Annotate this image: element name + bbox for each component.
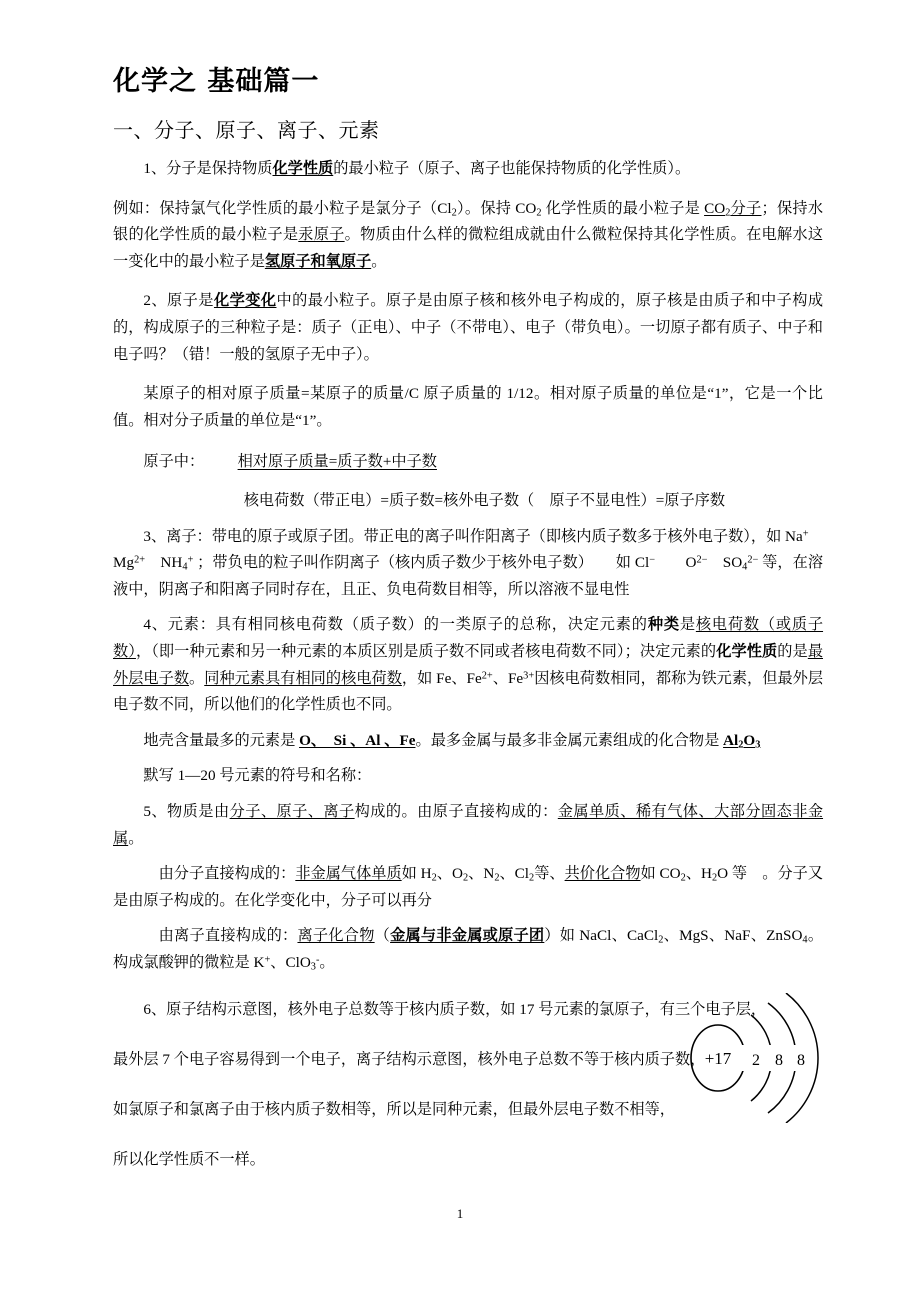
p6-a: 4、元素：具有相同核电荷数（质子数）的一类原子的总称，决定元素的: [143, 616, 648, 634]
p11-emphasis-metal-nonmetal: 金属与非金属或原子团: [390, 927, 545, 945]
p2-emphasis-hydrogen-oxygen: 氢原子和氧原子: [264, 252, 372, 270]
p6-h: 因核电荷数相同，都称为铁元素，但最外层电子数不同，所以他们的化学性质也不同。: [113, 669, 824, 714]
p5-sup-cl: −: [649, 554, 656, 566]
paragraph-ionic: [113, 914, 823, 976]
p5-sup-o: 2−: [696, 554, 708, 566]
p10-b: 如 H: [401, 865, 432, 883]
p5-sup-so4: 2−: [747, 554, 759, 566]
p5-c: NH: [145, 554, 183, 572]
p5-sub-nh4: 4: [182, 561, 188, 573]
p6-bold-type: 种类: [647, 616, 680, 634]
p3-b: 中的最小粒子。原子是由原子核和核外电子构成的，原子核是由质子和中子构成的，构成原子的三种粒子是：质子（正电）、中子（不带电）、电子（带负电）。一切原子都有质子、中子和电子吗？（错！一般的氢原子无中子）。: [113, 292, 824, 363]
p2-c: 化学性质的最小粒子是: [541, 199, 705, 217]
p2-underline-co2: [704, 200, 761, 217]
p10-sub-n2: 2: [494, 872, 500, 884]
paragraph-example: [113, 183, 823, 276]
p7-b: 。最多金属与最多非金属元素组成的化合物是: [415, 731, 724, 749]
p6-underline-charge: 核电荷数（或质子数）: [113, 616, 824, 660]
p9-underline-atomic: 金属单质、稀有气体、大部分固态非金属: [113, 802, 824, 847]
p6-d: 的是: [777, 642, 808, 660]
p11-e: 。构成氯酸钾的微粒是 K: [113, 927, 824, 971]
p2-a: 例如：保持氯气化学性质的最小粒子是氯分子（Cl: [113, 199, 452, 217]
paragraph-5-substance: [113, 790, 823, 852]
p10-sub-h2o: 2: [711, 872, 718, 884]
p7-o: O: [743, 731, 756, 749]
electron-count-shell-1: 2: [752, 1052, 760, 1069]
p5-f: SO: [707, 554, 743, 572]
p10-sub-cl2: 2: [529, 872, 535, 884]
p10-d: 、N: [468, 865, 495, 883]
p11-g: 。: [319, 953, 335, 971]
atom-nucleus-label: +17: [704, 1049, 732, 1068]
p6-sup-fe3: 3+: [523, 670, 535, 682]
p2-u1-sub: 2: [725, 206, 731, 218]
p5-sub-so4: 4: [742, 561, 748, 573]
p11-f: 、ClO: [270, 953, 311, 971]
p10-i: O 等 。分子又是由原子构成的。在化学变化中，分子可以再分: [113, 865, 824, 909]
p5-b: Mg: [113, 527, 824, 572]
p10-sub-o2: 2: [462, 872, 469, 884]
p11-c: ）如 NaCl、CaCl: [544, 927, 659, 945]
p6-b: 是: [679, 616, 696, 634]
p10-e: 、Cl: [499, 865, 530, 883]
p2-f: 。: [371, 252, 387, 270]
p5-e: O: [655, 554, 697, 572]
p2-d: ；保持水银的化学性质的最小粒子是: [113, 199, 824, 244]
paragraph-relative-mass: 某原子的相对原子质量=某原子的质量/C 原子质量的 1/12。相对原子质量的单位是“1”，它是一个比值。相对分子质量的单位是“1”。: [113, 385, 823, 429]
p10-f: 等、: [534, 865, 565, 883]
paragraph-crust-elements: [113, 719, 823, 755]
paragraph-3-ions: [113, 515, 823, 604]
p10-underline-nonmetal: 非金属气体单质: [295, 865, 402, 883]
p10-sub-co2: 2: [680, 872, 686, 884]
p7-emphasis-al2o3: [723, 732, 760, 749]
formula-nuclear-charge: 核电荷数（带正电）=质子数=核外电子数（ 原子不显电性）=原子序数: [243, 491, 726, 509]
paragraph-2: [113, 275, 823, 368]
page-title: 化学之 基础篇一: [113, 66, 320, 97]
p10-underline-covalent: 共价化合物: [564, 865, 641, 883]
chlorine-atom-structure-diagram: [686, 993, 866, 1123]
p6-underline-outer: 最外层电子数: [113, 642, 823, 687]
paragraph-1: [113, 143, 823, 183]
p7-sub-2: 2: [738, 739, 744, 750]
p9-a: 5、物质是由: [143, 802, 230, 820]
paragraph-6-line3: 如氯原子和氯离子由于核内质子数相等，所以是同种元素，但最外层电子数不相等，: [113, 1101, 675, 1119]
p5-g: 等，在溶液中，阴离子和阳离子同时存在，且正、负电荷数目相等，所以溶液不显电性: [113, 554, 824, 598]
p7-emphasis-elements: O、 Si 、Al 、Fe: [299, 731, 416, 749]
p10-sub-h2: 2: [431, 872, 437, 884]
formula-relative-mass: 相对原子质量=质子数+中子数: [237, 453, 437, 471]
p6-f: ，如 Fe、Fe: [401, 669, 482, 687]
paragraph-4-elements: [113, 603, 823, 718]
p5-a: 3、离子：带电的原子或原子团。带正电的离子叫作阳离子（即核内质子数多于核外电子数），如 Na: [143, 527, 803, 545]
p1-rest: 的最小粒子（原子、离子也能保持物质的化学性质）。: [333, 160, 691, 178]
p11-d: 、MgS、NaF、ZnSO: [663, 927, 803, 945]
p9-underline-particles: 分子、原子、离子: [229, 802, 355, 820]
p5-d: ；带负电的粒子叫作阴离子（核内质子数少于核外电子数） 如 Cl: [193, 554, 650, 572]
p2-u1: CO: [704, 199, 726, 217]
p3-a: 2、原子是: [143, 292, 214, 310]
p9-b: 构成的。由原子直接构成的：: [354, 802, 558, 820]
p6-c: ，（即一种元素和另一种元素的本质区别是质子数不同或者核电荷数不同）；决定元素的: [135, 642, 717, 660]
p11-underline-ionic: 离子化合物: [297, 927, 375, 945]
p11-sub-cacl2: 2: [658, 934, 664, 946]
paragraph-6-line4: 所以化学性质不一样。: [113, 1151, 265, 1169]
p2-sub-cl2: 2: [451, 206, 457, 218]
paragraph-6-line2: 最外层 7 个电子容易得到一个电子，离子结构示意图，核外电子总数不等于核内质子数，: [113, 1051, 706, 1069]
p10-g: 如 CO: [640, 865, 681, 883]
p1-prefix: 1、分子是保持物质: [143, 160, 273, 178]
p7-a: 地壳含量最多的元素是: [143, 731, 300, 749]
formula-atom-row: [113, 434, 823, 476]
p3-emphasis: 化学变化: [213, 292, 277, 310]
p1-emphasis: 化学性质: [272, 160, 334, 178]
paragraph-6-structure: 6、原子结构示意图，核外电子总数等于核内质子数，如 17 号元素的氯原子，有三个电子层，: [143, 1001, 767, 1019]
p11-sub-clo3: 3: [310, 961, 316, 973]
section-heading: 一、分子、原子、离子、元素: [113, 120, 380, 143]
p2-sub-co2: 2: [536, 206, 542, 218]
p5-sup-na: +: [802, 528, 809, 540]
p5-sup-mg: 2+: [134, 554, 146, 566]
electron-count-shell-2: 8: [775, 1052, 783, 1069]
formula-label: 原子中：: [143, 453, 205, 471]
atom-diagram-svg: [686, 993, 866, 1123]
p11-sup-clo3: -: [315, 954, 320, 966]
p10-a: 由分子直接构成的：: [158, 865, 296, 883]
p2-underline-mercury: 汞原子: [298, 226, 345, 244]
p10-h: 、H: [685, 865, 712, 883]
p2-u1-tail: 分子: [730, 199, 762, 217]
p7-sub-3: 3: [755, 739, 761, 750]
electron-count-shell-3: 8: [797, 1052, 805, 1069]
p2-e: 。物质由什么样的微粒组成就由什么微粒保持其化学性质。在电解水这一变化中的最小粒子是: [113, 226, 824, 270]
p6-bold-chemprop: 化学性质: [716, 642, 778, 660]
p11-a: 由离子直接构成的：: [158, 927, 298, 945]
p2-b: ）。保持 CO: [456, 199, 537, 217]
page-number: 1: [456, 1206, 464, 1221]
p11-sup-k: +: [264, 954, 271, 966]
p11-b: （: [374, 927, 391, 945]
p5-sup-nh4: +: [187, 554, 194, 566]
p6-sup-fe2: 2+: [481, 670, 493, 682]
p6-underline-same: 同种元素具有相同的核电荷数: [204, 669, 402, 687]
p6-e: 。: [189, 669, 205, 687]
p9-c: 。: [128, 829, 144, 847]
p11-sub-znso4: 4: [802, 934, 808, 946]
p7-al: Al: [723, 731, 739, 749]
p6-g: 、Fe: [492, 669, 524, 687]
paragraph-molecular: [113, 852, 823, 914]
p10-c: 、O: [436, 865, 463, 883]
paragraph-dictation: 默写 1—20 号元素的符号和名称：: [143, 767, 372, 785]
